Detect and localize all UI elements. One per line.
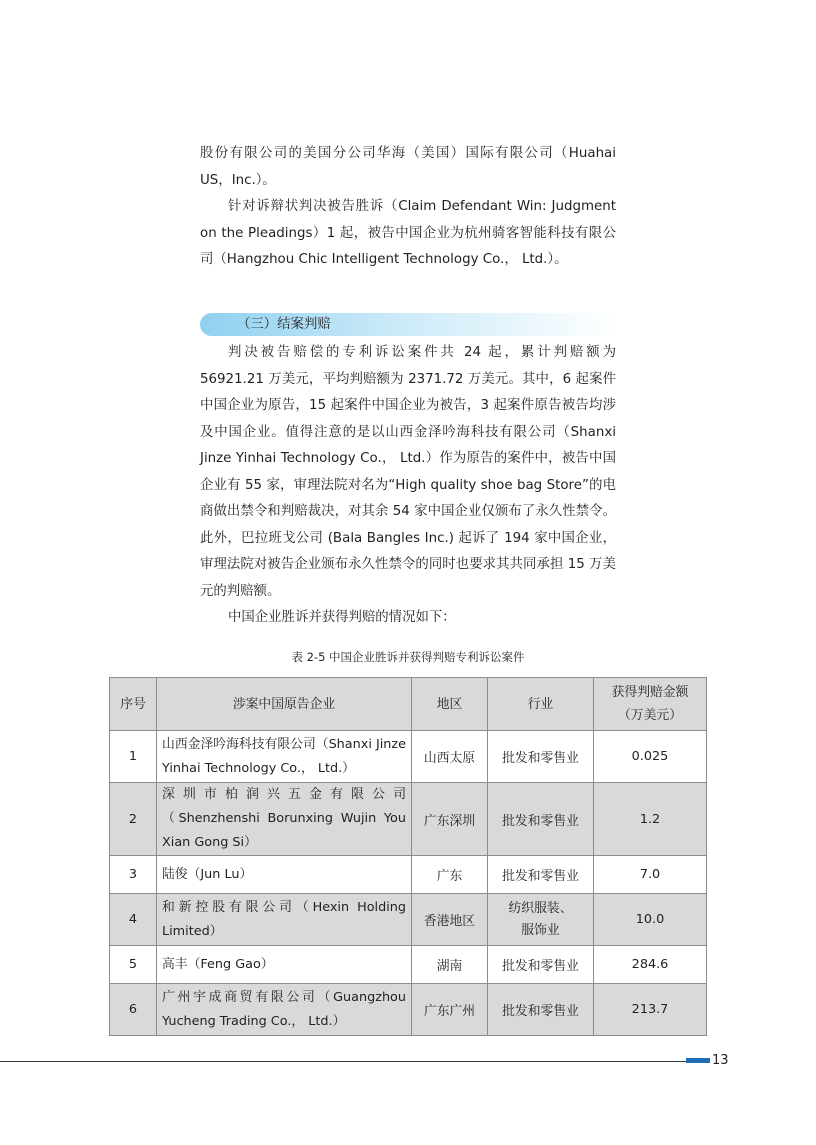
cell-industry [488,894,594,946]
cell-company: 广州宇成商贸有限公司（Guangzhou Yucheng Trading Co.， Ltd.） [157,984,412,1036]
cell-no: 5 [110,946,157,984]
section-heading-title: （三）结案判赔 [237,317,331,332]
cell-industry: 批发和零售业 [488,984,594,1036]
table-caption: 表 2-5 中国企业胜诉并获得判赔专利诉讼案件 [291,650,525,664]
cell-region: 广东广州 [412,984,488,1036]
cell-industry: 批发和零售业 [488,946,594,984]
paragraph-table-intro: 中国企业胜诉并获得判赔的情况如下： [228,610,456,625]
cell-region: 广东深圳 [412,783,488,856]
cell-no: 3 [110,856,157,894]
cell-amount: 1.2 [594,783,707,856]
cell-no: 4 [110,894,157,946]
header-company: 涉案中国原告企业 [157,678,412,731]
cell-amount: 0.025 [594,731,707,783]
cell-company: 和新控股有限公司（Hexin Holding Limited） [157,894,412,946]
cell-company: 山西金泽吟海科技有限公司（Shanxi Jinze Yinhai Technology Co.， Ltd.） [157,731,412,783]
cell-amount: 213.7 [594,984,707,1036]
page-number: 13 [712,1053,729,1068]
header-amount-line2: （万美元） [618,708,682,723]
cell-amount: 10.0 [594,894,707,946]
cell-no: 2 [110,783,157,856]
cell-industry-line2: 服饰业 [521,922,560,938]
table-row [110,731,707,783]
footer-accent-bar [686,1058,710,1063]
section-heading-bar [200,313,616,336]
header-amount [594,678,707,731]
footer-rule [0,1061,686,1062]
paragraph-claim-defendant: 针对诉辩状判决被告胜诉（Claim Defendant Win: Judgment on the Pleadings）1 起，被告中国企业为杭州骑客智能科技有限公司（Hangzhou Chic Intelligent Technology Co.， Ltd.）。 [200,199,616,267]
header-industry: 行业 [488,678,594,731]
table-row [110,946,707,984]
cell-industry: 批发和零售业 [488,856,594,894]
header-no: 序号 [110,678,157,731]
cell-no: 6 [110,984,157,1036]
header-region: 地区 [412,678,488,731]
cell-industry-line1: 纺织服装、 [508,900,573,916]
cell-region: 山西太原 [412,731,488,783]
cell-company: 深圳市柏润兴五金有限公司（Shenzhenshi Borunxing Wujin You Xian Gong Si） [157,783,412,856]
table-row [110,984,707,1036]
header-amount-line1: 获得判赔金额 [611,685,689,700]
cell-region: 广东 [412,856,488,894]
cell-amount: 284.6 [594,946,707,984]
cell-no: 1 [110,731,157,783]
paragraph-damages-summary: 判决被告赔偿的专利诉讼案件共 24 起，累计判赔额为 56921.21 万美元，平均判赔额为 2371.72 万美元。其中，6 起案件中国企业为原告，15 起案件中国企业为被告，3 起案件原告被告均涉及中国企业。值得注意的是以山西金泽吟海科技有限公司（Shanxi Jinze Yinhai Technology Co.， Ltd.）作为原告的案件中，被告中国企业有 55 家，审理法院对名为“High quality shoe bag Store”的电商做出禁令和判赔裁决，对其余 54 家中国企业仅颁布了永久性禁令。此外，巴拉班戈公司 (Bala Bangles Inc.) 起诉了 194 家中国企业，审理法院对被告企业颁布永久性禁令的同时也要求其共同承担 15 万美元的判赔额。 [200,345,616,599]
cell-region: 湖南 [412,946,488,984]
cell-company: 陆俊（Jun Lu） [157,856,412,894]
cell-industry: 批发和零售业 [488,731,594,783]
cell-industry: 批发和零售业 [488,783,594,856]
cell-region: 香港地区 [412,894,488,946]
table-row [110,856,707,894]
table-header-row [110,678,707,731]
damages-table [109,677,707,1036]
cell-company: 高丰（Feng Gao） [157,946,412,984]
table-row [110,783,707,856]
paragraph-huahai: 股份有限公司的美国分公司华海（美国）国际有限公司（Huahai US，Inc.）。 [200,146,616,188]
table-row [110,894,707,946]
cell-amount: 7.0 [594,856,707,894]
